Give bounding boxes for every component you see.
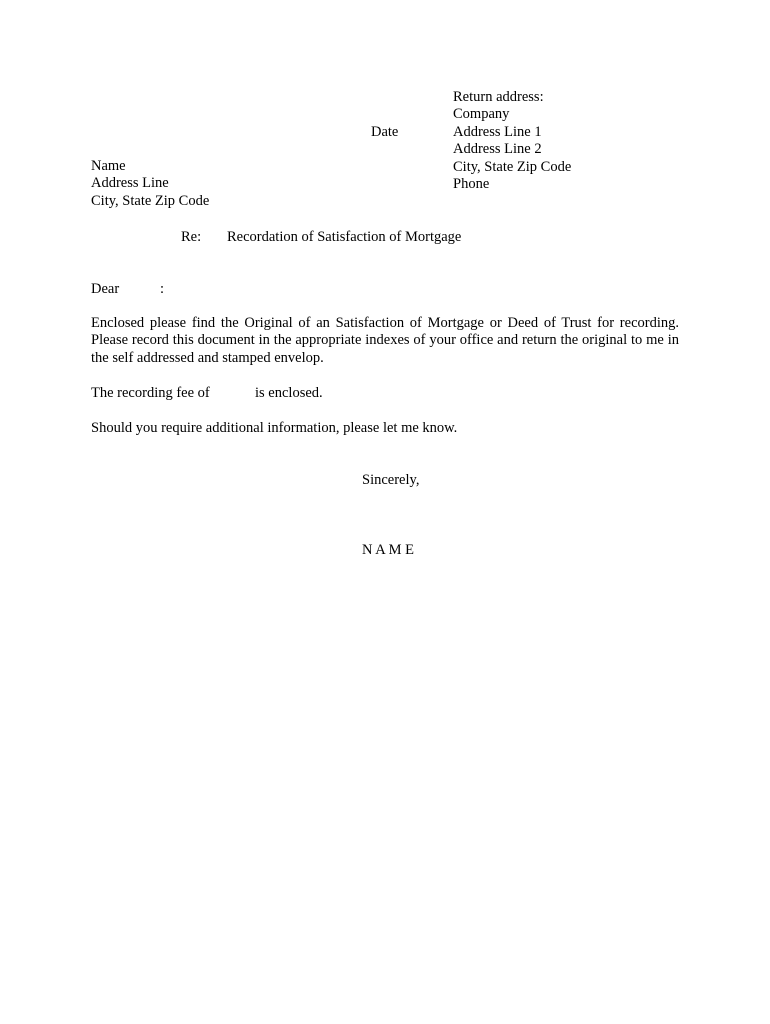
salutation-dear: Dear xyxy=(91,281,120,297)
recipient-address-line: Address Line xyxy=(91,175,169,192)
return-address-line-1: Address Line 1 xyxy=(453,123,542,140)
re-label: Re: xyxy=(181,229,202,245)
signature-name: N A M E xyxy=(362,542,414,558)
closing-sincerely: Sincerely, xyxy=(362,472,420,488)
closing-request: Should you require additional information, please let me know. xyxy=(91,420,458,436)
re-subject: Recordation of Satisfaction of Mortgage xyxy=(227,229,462,245)
date-label: Date xyxy=(371,124,399,140)
recipient-address-block xyxy=(91,158,209,210)
return-company: Company xyxy=(453,106,510,123)
return-address-line-2: Address Line 2 xyxy=(453,141,542,158)
body-paragraph: Enclosed please find the Original of an Satisfaction of Mortgage or Deed of Trust for recording. Please record this document in the appropriate indexes of your office and return the original to me in the self addressed and stamped envelop. xyxy=(91,315,679,366)
salutation-colon: : xyxy=(160,281,165,297)
fee-line-before: The recording fee of xyxy=(91,385,210,401)
return-phone: Phone xyxy=(453,176,490,193)
return-address-label: Return address: xyxy=(453,89,544,105)
return-city-state-zip: City, State Zip Code xyxy=(453,158,572,175)
recipient-name: Name xyxy=(91,158,126,174)
recipient-city-state-zip: City, State Zip Code xyxy=(91,192,210,209)
fee-line-after: is enclosed. xyxy=(255,385,323,401)
return-address-block xyxy=(453,89,571,193)
